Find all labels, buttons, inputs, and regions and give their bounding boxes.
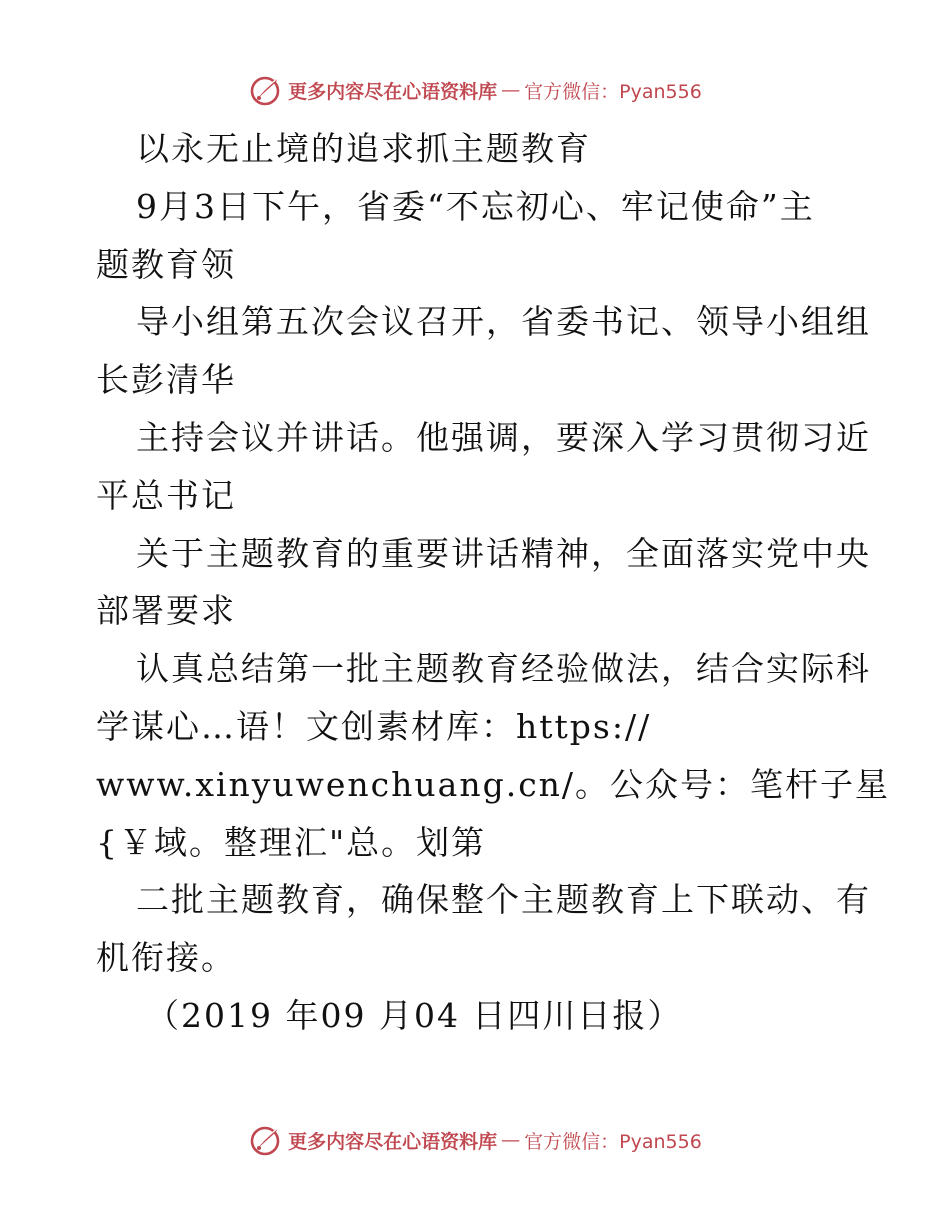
paragraph-line: 题教育领 <box>96 244 236 284</box>
watermark-separator: — <box>501 79 521 101</box>
quill-logo-icon <box>248 72 284 108</box>
document-title: 以永无止境的追求抓主题教育 <box>136 129 591 168</box>
paragraph-line: 关于主题教育的重要讲话精神，全面落实党中央 <box>136 533 871 573</box>
watermark-site-text: 更多内容尽在心语资料库 <box>288 1130 498 1153</box>
paragraph-line: {￥域。整理汇"总。划第 <box>96 822 487 862</box>
paragraph-line: 二批主题教育，确保整个主题教育上下联动、有 <box>136 880 871 920</box>
paragraph-line: 机衔接。 <box>96 938 236 978</box>
paragraph-line: 9月3日下午，省委“不忘初心、牢记使命”主 <box>136 186 815 226</box>
paragraph-line: 学谋心…语！文创素材库：https:// <box>96 706 652 746</box>
document-body <box>96 120 891 1045</box>
paragraph-line: 导小组第五次会议召开，省委书记、领导小组组 <box>136 302 871 342</box>
paragraph-line: 长彭清华 <box>96 360 236 400</box>
paragraph-line: 部署要求 <box>96 591 236 631</box>
paragraph-line: www.xinyuwenchuang.cn/。公众号：笔杆子星 <box>96 764 891 804</box>
paragraph-line: 主持会议并讲话。他强调，要深入学习贯彻习近 <box>136 417 871 457</box>
header-watermark <box>0 70 950 110</box>
watermark-site-text: 更多内容尽在心语资料库 <box>288 80 498 103</box>
watermark-wechat-text: 官方微信：Pyan556 <box>524 80 702 103</box>
footer-watermark <box>0 1120 950 1160</box>
source-date-line: （2019 年09 月04 日四川日报） <box>146 995 683 1035</box>
paragraph-line: 认真总结第一批主题教育经验做法，结合实际科 <box>136 649 871 689</box>
watermark-wechat-text: 官方微信：Pyan556 <box>524 1130 702 1153</box>
quill-logo-icon <box>248 1122 284 1158</box>
watermark-separator: — <box>501 1129 521 1151</box>
paragraph-line: 平总书记 <box>96 475 236 515</box>
